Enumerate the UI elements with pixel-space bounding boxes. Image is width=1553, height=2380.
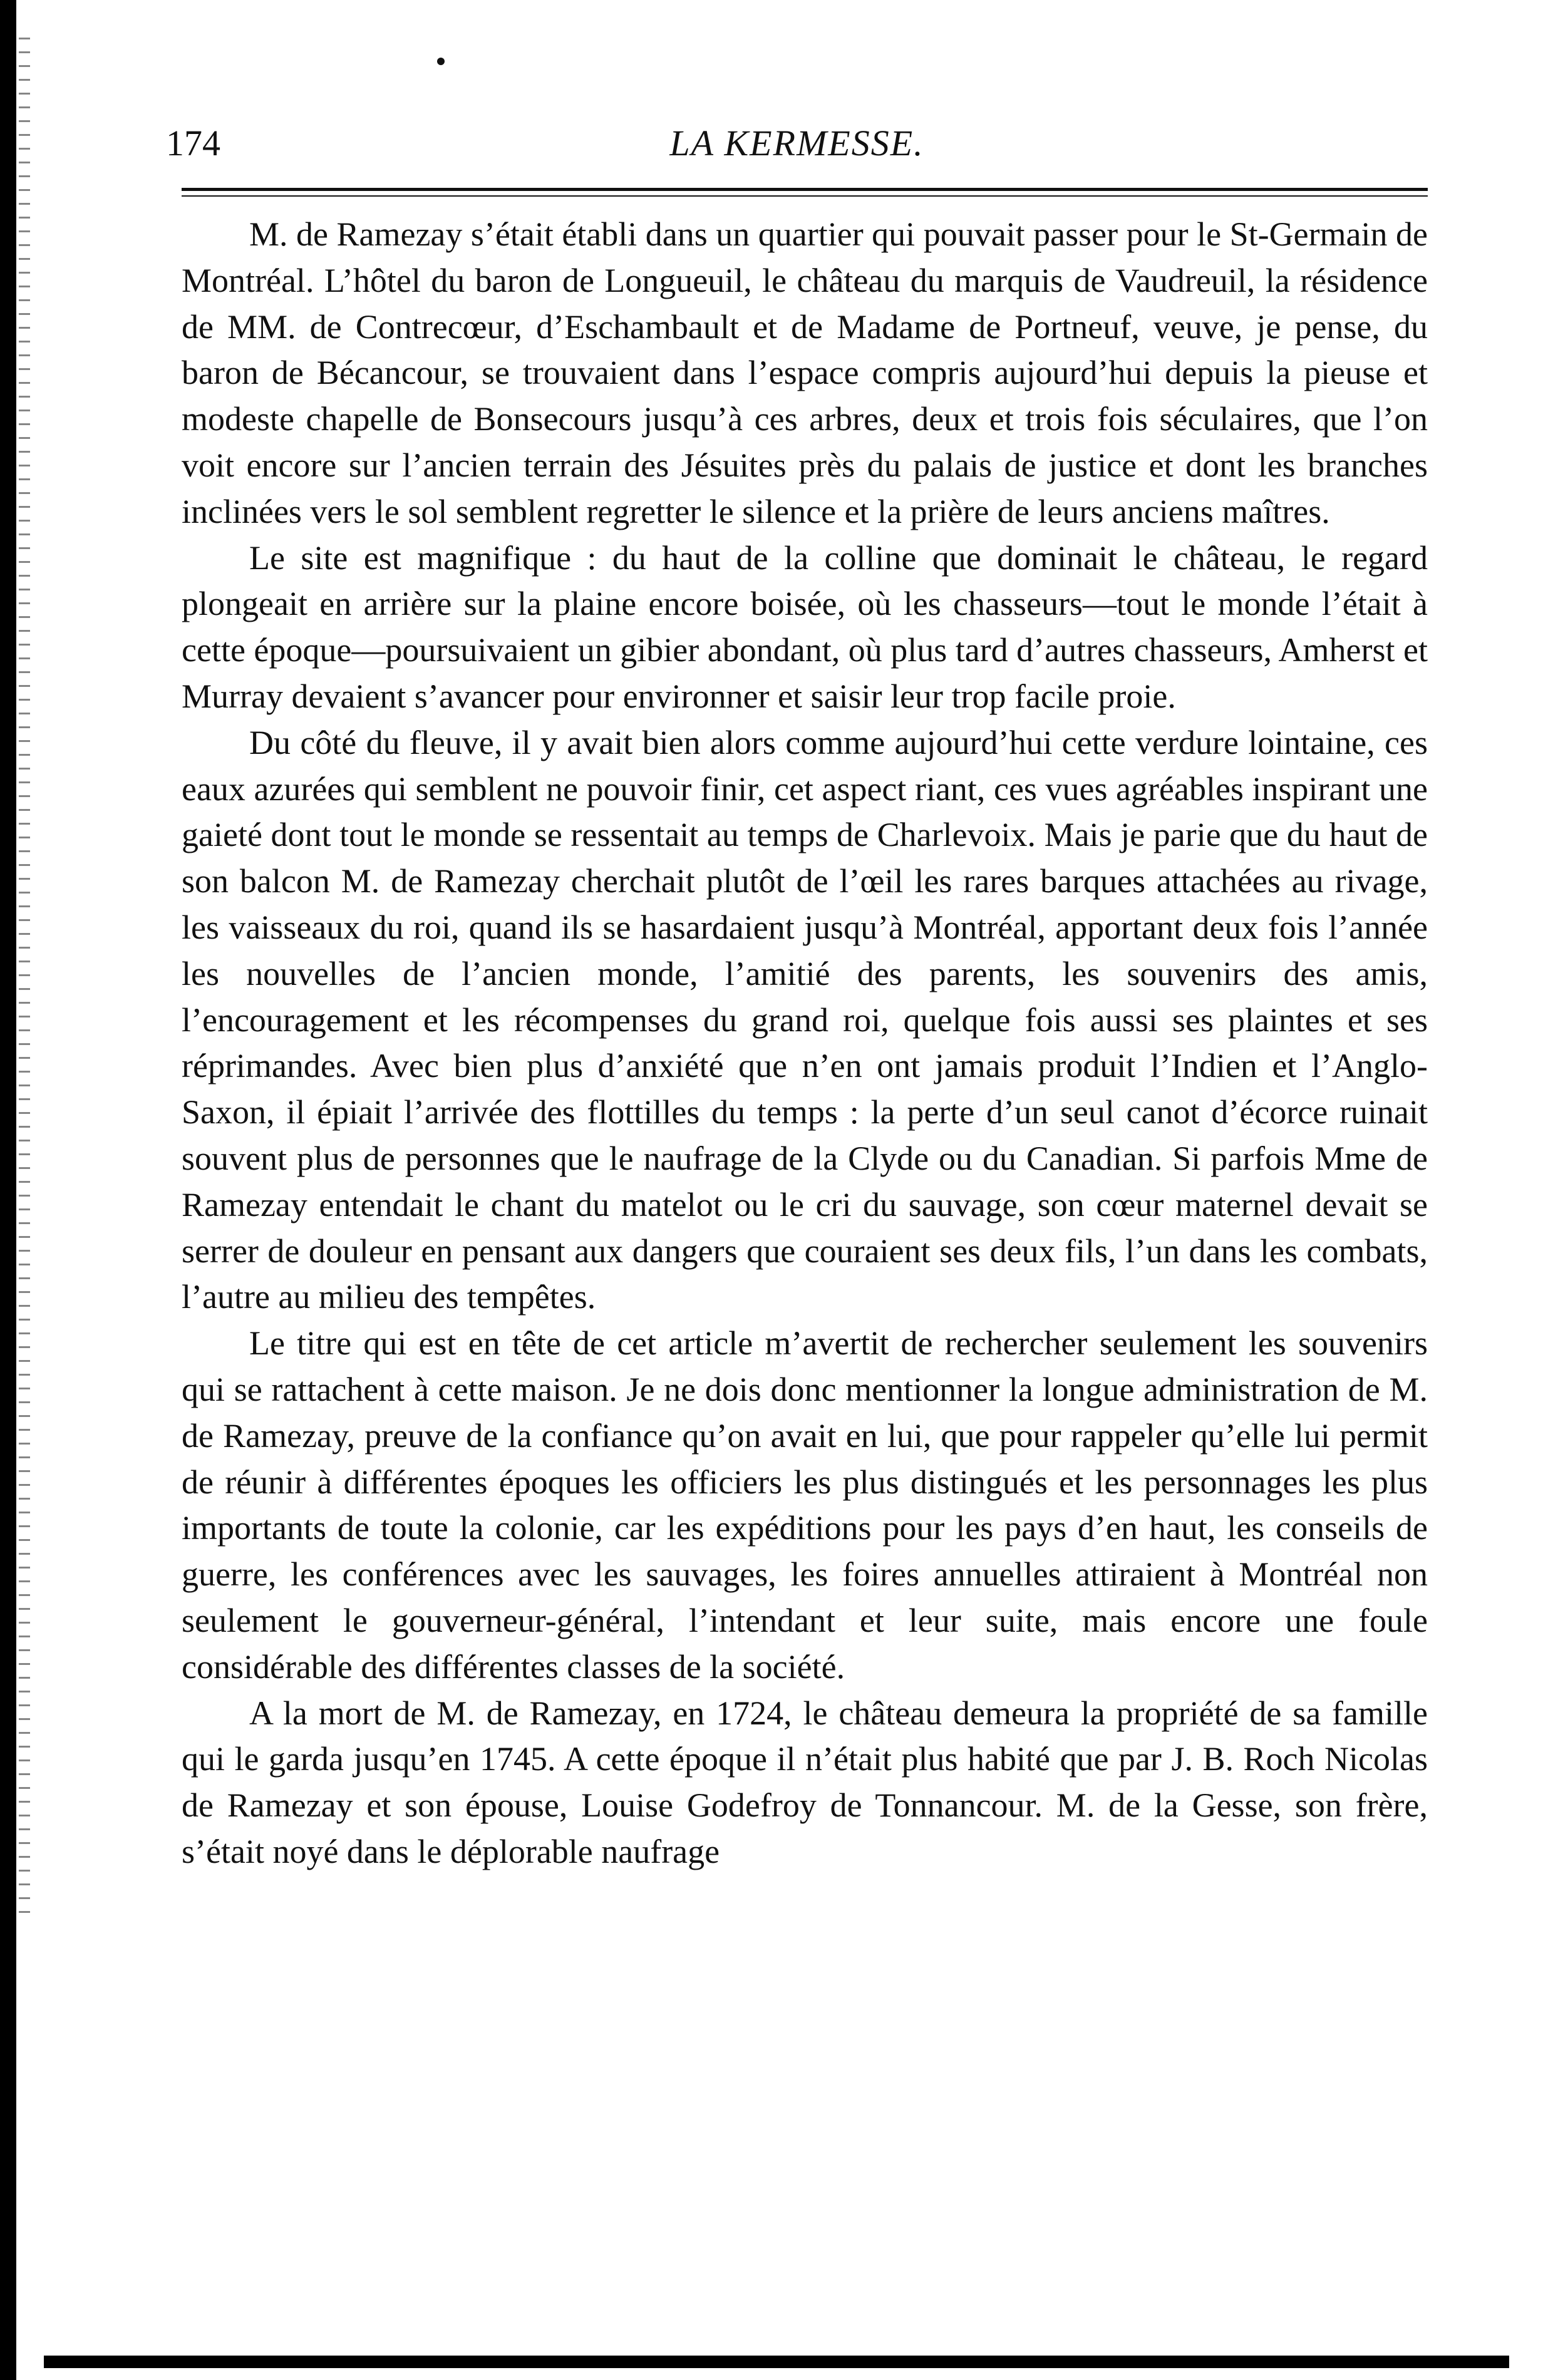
page-body <box>182 212 1428 1875</box>
header-rule-thin <box>182 195 1428 197</box>
scan-binding-noise <box>19 38 30 1916</box>
scan-binding-edge <box>0 0 16 2380</box>
running-title: LA KERMESSE. <box>669 123 924 163</box>
paragraph-5: A la mort de M. de Ramezay, en 1724, le château demeura la propriété de sa famille qui le garda jusqu’en 1745. A cette époque il n’était plus habité que par J. B. Roch Nicolas de Ramezay et son épouse, Louise Godefroy de Tonnancour. M. de la Gesse, son frère, s’était noyé dans le déplorable naufrage <box>182 1694 1428 1870</box>
scan-speck <box>437 58 445 65</box>
paragraph-4: Le titre qui est en tête de cet article m’avertit de rechercher seulement les souvenirs qui se rattachent à cette maison. Je ne dois donc mentionner la longue administration de M. de Ramezay, preuve de la confiance qu’on avait en lui, que pour rappeler qu’elle lui permit de réunir à différentes époques les officiers les plus distingués et les personnages les plus importants de toute la colonie, car les expéditions pour les pays d’en haut, les conseils de guerre, les conférences avec les sauvages, les foires annuelles attiraient à Montréal non seulement le gouverneur-général, l’intendant et leur suite, mais encore une foule considérable des différentes classes de la société. <box>182 1324 1428 1686</box>
page-number: 174 <box>166 123 220 163</box>
header-rule-thick <box>182 188 1428 191</box>
scan-bottom-edge <box>44 2356 1509 2368</box>
paragraph-3: Du côté du fleuve, il y avait bien alors comme aujourd’hui cette verdure lointaine, ces eaux azurées qui semblent ne pouvoir finir, cet aspect riant, ces vues agréables inspirant une gaieté dont tout le monde se ressentait au temps de Charlevoix. Mais je parie que du haut de son balcon M. de Ramezay cherchait plutôt de l’œil les rares barques attachées au rivage, les vaisseaux du roi, quand ils se hasardaient jusqu’à Montréal, apportant deux fois l’année les nouvelles de l’ancien monde, l’amitié des parents, les souvenirs des amis, l’encouragement et les récompenses du grand roi, quelque fois aussi ses plaintes et ses réprimandes. Avec bien plus d’anxiété que n’en ont jamais produit l’Indien et l’Anglo-Saxon, il épiait l’arrivée des flottilles du temps : la perte d’un seul canot d’écorce ruinait souvent plus de personnes que le naufrage de la Clyde ou du Canadian. Si parfois Mme de Ramezay entendait le chant du matelot ou le cri du sauvage, son cœur maternel devait se serrer de douleur en pensant aux dangers que couraient ses deux fils, l’un dans les combats, l’autre au milieu des tempêtes. <box>182 723 1428 1316</box>
paragraph-1: M. de Ramezay s’était établi dans un quartier qui pouvait passer pour le St-Germain de Montréal. L’hôtel du baron de Longueuil, le château du marquis de Vaudreuil, la résidence de MM. de Contrecœur, d’Eschambault et de Madame de Portneuf, veuve, je pense, du baron de Bécancour, se trouvaient dans l’espace compris aujourd’hui depuis la pieuse et modeste chapelle de Bonsecours jusqu’à ces arbres, deux et trois fois séculaires, que l’on voit encore sur l’ancien terrain des Jésuites près du palais de justice et dont les branches inclinées vers le sol semblent regretter le silence et la prière de leurs anciens maîtres. <box>182 215 1428 530</box>
paragraph-2: Le site est magnifique : du haut de la colline que dominait le château, le regard plongeait en arrière sur la plaine encore boisée, où les chasseurs—tout le monde l’était à cette époque—poursuivaient un gibier abondant, où plus tard d’autres chasseurs, Amherst et Murray devaient s’avancer pour environner et saisir leur trop facile proie. <box>182 538 1428 715</box>
page-header <box>166 110 1428 178</box>
